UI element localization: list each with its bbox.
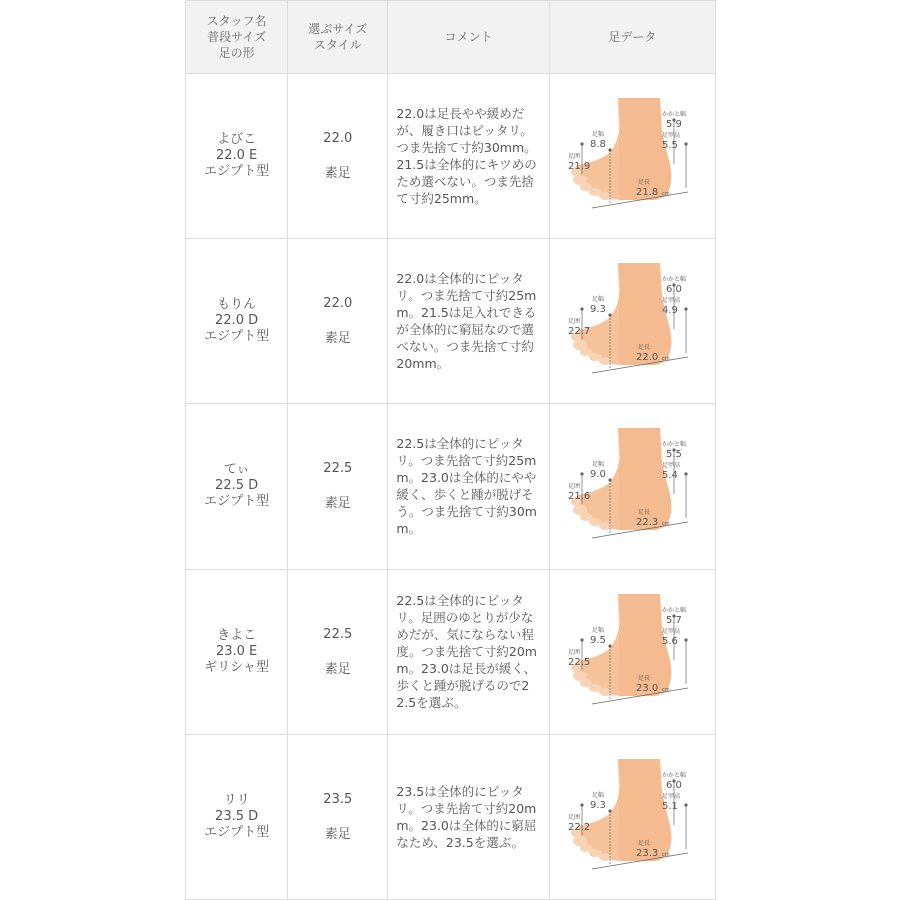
marker-dot [685,308,688,311]
foot-label-girth: 足囲 [568,813,581,821]
foot-label-girth: 足囲 [568,153,581,161]
foot-data-cell [549,734,715,899]
foot-value-instep: 5.6 [662,635,679,647]
size-comparison-table [185,0,716,900]
usual-size: 23.5 D [215,808,259,824]
unit-label: cm [662,191,670,198]
foot-data-cell [549,569,715,734]
marker-dot [609,148,612,151]
marker-dot [685,803,688,806]
toe [589,849,601,857]
foot-value-heel-width: 5.5 [666,449,683,461]
foot-label-heel-width: かかと幅 [662,771,687,779]
foot-label-width: 足幅 [592,626,605,634]
header-staff [186,1,288,74]
foot-value-girth: 22.7 [568,326,591,338]
foot-value-width: 9.3 [590,304,607,316]
marker-dot [581,803,584,806]
foot-diagram [562,753,702,881]
wear-style: 素足 [324,331,351,347]
marker-dot [685,473,688,476]
staff-name: もりん [217,297,257,313]
foot-label-heel-width: かかと幅 [662,441,687,449]
staff-cell [186,569,288,734]
toe [589,353,601,361]
foot-label-width: 足幅 [592,131,605,139]
foot-label-length: 足長 [638,509,651,517]
chosen-size: 22.0 [323,131,353,147]
comment-cell: 22.5は全体的にピッタリ。つま先捨て寸約25mm。23.0は全体的にやや緩く、歩くと踵が脱げそう。つま先捨て寸約30mm。 [388,404,549,569]
foot-label-width: 足幅 [592,296,605,304]
foot-label-instep: 足甲高 [662,462,681,470]
foot-diagram [562,257,702,385]
table-row [186,404,716,569]
chosen-size: 23.5 [323,791,353,807]
foot-value-heel-width: 5.9 [666,119,683,131]
foot-value-length: 22.3 [636,517,659,529]
foot-value-width: 8.8 [590,139,607,151]
foot-value-length: 23.0 [636,682,659,694]
foot-label-length: 足長 [638,344,651,352]
chosen-size: 22.5 [323,461,353,477]
foot-shape-type: ギリシャ型 [204,659,269,675]
header-size [288,1,388,74]
chosen-size-cell [288,569,388,734]
staff-cell [186,404,288,569]
usual-size: 22.5 D [215,478,259,494]
foot-shape-type: エジプト型 [204,164,270,180]
toe [589,684,601,692]
table-header-row [186,1,716,74]
foot-diagram [562,422,702,550]
foot-diagram [562,92,702,220]
chosen-size: 22.0 [323,296,353,312]
marker-dot [581,473,584,476]
foot-value-girth: 22.2 [568,821,591,833]
foot-value-heel-width: 6.0 [666,779,683,791]
marker-dot [581,308,584,311]
wear-style: 素足 [324,661,351,677]
table-row [186,734,716,899]
foot-label-girth: 足囲 [568,318,581,326]
header-size-line: 選ぶサイズ [308,22,368,36]
chosen-size-cell [288,239,388,404]
comment-cell: 22.0は全体的にピッタリ。つま先捨て寸約25mm。21.5は足入れできるが全体的に窮屈なので選べない。つま先捨て寸約20mm。 [388,239,549,404]
unit-label: cm [662,521,670,528]
foot-value-length: 21.8 [636,187,659,199]
staff-cell [186,239,288,404]
foot-value-instep: 5.5 [662,140,679,152]
foot-value-width: 9.3 [590,799,607,811]
usual-size: 23.0 E [215,643,258,659]
marker-dot [609,479,612,482]
comment-cell: 22.5は全体的にピッタリ。足囲のゆとりが少なめだが、気にならない程度。つま先捨て寸約20mm。23.0は足長が緩く、歩くと踵が脱げるので22.5を選ぶ。 [388,569,549,734]
chosen-size: 22.5 [323,626,353,642]
foot-value-length: 23.3 [636,847,659,859]
foot-value-instep: 5.1 [662,800,679,812]
staff-name: リリ [223,792,250,808]
comment-cell: 22.0は足長やや緩めだが、履き口はピッタリ。つま先捨て寸約30mm。21.5は全体的にキツめのため選べない。つま先捨て寸約25mm。 [388,74,549,239]
foot-label-instep: 足甲高 [662,297,681,305]
foot-label-instep: 足甲高 [662,792,681,800]
table-row [186,239,716,404]
toe [599,357,611,365]
marker-dot [581,142,584,145]
toe [599,853,611,861]
foot-value-instep: 5.4 [662,470,679,482]
toe [589,518,601,526]
foot-value-width: 9.0 [590,469,607,481]
foot-data-cell [549,404,715,569]
unit-label: cm [662,686,670,693]
foot-label-width: 足幅 [592,461,605,469]
foot-diagram [562,588,702,716]
foot-shape-type: エジプト型 [204,824,270,840]
staff-cell [186,74,288,239]
foot-label-heel-width: かかと幅 [662,276,687,284]
foot-label-instep: 足甲高 [662,627,681,635]
comment-cell: 23.5は全体的にピッタリ。つま先捨て寸約20mm。23.0は全体的に窮屈なため、23.5を選ぶ。 [388,734,549,899]
wear-style: 素足 [324,166,351,182]
marker-dot [685,142,688,145]
toe [599,192,611,200]
wear-style: 素足 [324,826,351,842]
foot-label-length: 足長 [638,179,651,187]
header-foot-data: 足データ [549,1,715,74]
foot-value-girth: 22.5 [568,656,591,668]
wear-style: 素足 [324,496,351,512]
header-size-line: スタイル [313,38,362,52]
toe [589,188,601,196]
foot-label-girth: 足囲 [568,648,581,656]
staff-name: きよこ [217,627,257,643]
header-staff-line: スタッフ名 [206,14,267,28]
foot-label-width: 足幅 [592,791,605,799]
header-staff-line: 足の形 [218,46,255,60]
toe [599,522,611,530]
marker-dot [581,638,584,641]
staff-name: てぃ [223,462,250,478]
foot-value-length: 22.0 [636,352,659,364]
table-row [186,74,716,239]
foot-shape-type: エジプト型 [204,329,270,345]
toe [599,688,611,696]
foot-value-girth: 21.6 [568,491,591,503]
foot-value-heel-width: 5.7 [666,614,683,626]
unit-label: cm [662,356,670,363]
foot-value-girth: 21.9 [568,161,591,173]
marker-dot [609,644,612,647]
foot-label-heel-width: かかと幅 [662,111,687,119]
staff-name: よびこ [217,132,257,148]
foot-label-length: 足長 [638,674,651,682]
foot-data-cell [549,239,715,404]
chosen-size-cell [288,74,388,239]
usual-size: 22.0 E [215,148,258,164]
foot-value-width: 9.5 [590,634,607,646]
chosen-size-cell [288,734,388,899]
marker-dot [685,638,688,641]
foot-shape-type: エジプト型 [204,494,270,510]
foot-label-instep: 足甲高 [662,132,681,140]
marker-dot [609,809,612,812]
header-staff-line: 普段サイズ [207,30,267,44]
marker-dot [609,314,612,317]
foot-value-heel-width: 6.0 [666,284,683,296]
foot-value-instep: 4.9 [662,305,679,317]
table-row [186,569,716,734]
foot-label-heel-width: かかと幅 [662,606,687,614]
chosen-size-cell [288,404,388,569]
staff-cell [186,734,288,899]
foot-label-length: 足長 [638,839,651,847]
foot-label-girth: 足囲 [568,483,581,491]
usual-size: 22.0 D [215,313,259,329]
header-comment: コメント [388,1,549,74]
foot-data-cell [549,74,715,239]
unit-label: cm [662,851,670,858]
